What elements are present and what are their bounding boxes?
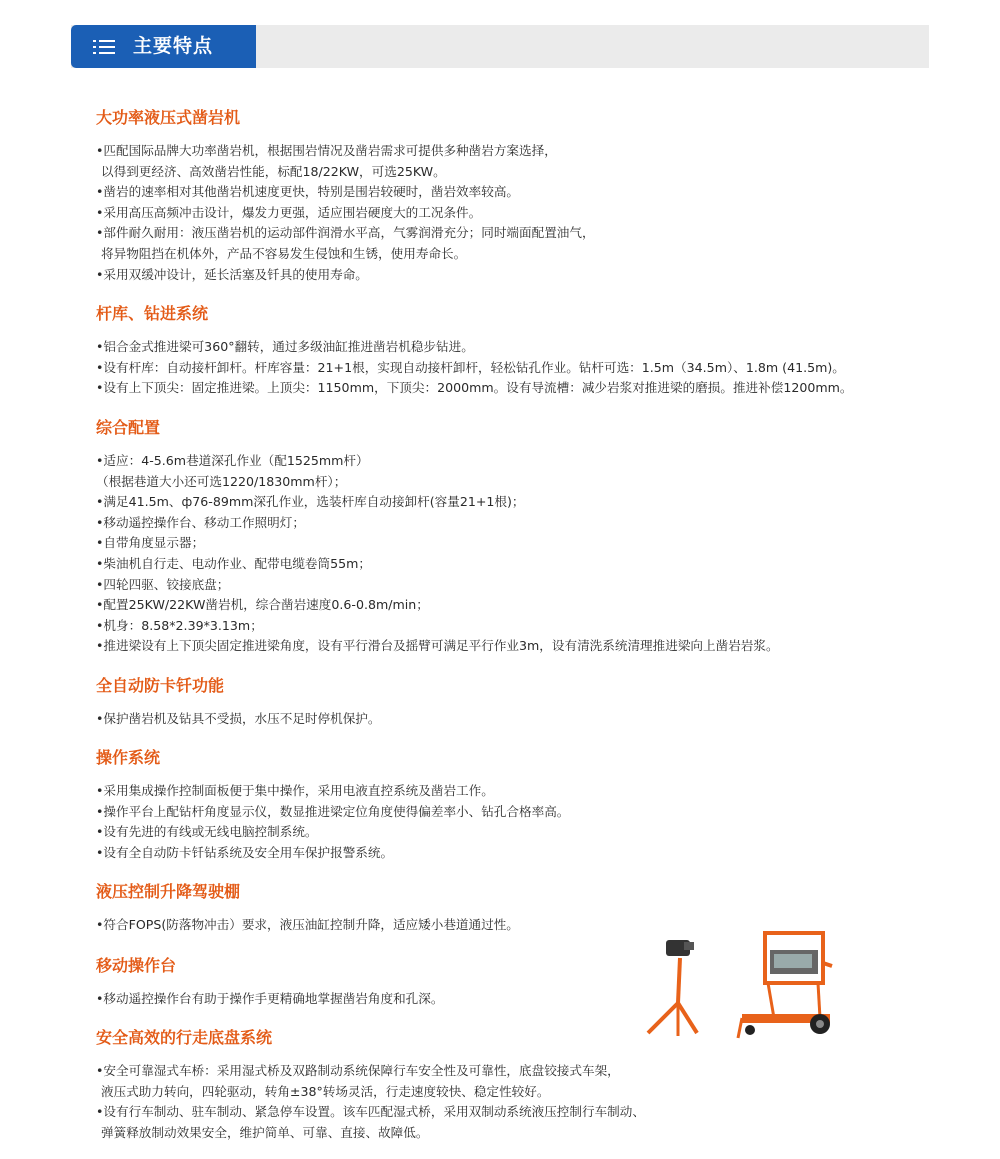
section-title: 杆库、钻进系统 bbox=[96, 304, 209, 323]
list-item: •铝合金式推进梁可360°翻转，通过多级油缸推进凿岩机稳步钻进。 bbox=[96, 339, 474, 354]
list-item: 弹簧释放制动效果安全，维护简单、可靠、直接、故障低。 bbox=[101, 1124, 429, 1140]
list-item: •操作平台上配钻杆角度显示仪，数显推进梁定位角度使得偏差率小、钻孔合格率高。 bbox=[96, 803, 570, 819]
section-title: 大功率液压式凿岩机 bbox=[96, 108, 241, 127]
section-cab bbox=[96, 882, 656, 936]
section-title: 液压控制升降驾驶棚 bbox=[96, 882, 241, 901]
list-item: •设有全自动防卡钎钻系统及安全用车保护报警系统。 bbox=[96, 844, 394, 860]
list-item: •配置25KW/22KW凿岩机，综合凿岩速度0.6-0.8m/min； bbox=[96, 597, 429, 613]
section-title: 全自动防卡钎功能 bbox=[96, 676, 225, 695]
list-item: •四轮四驱、铰接底盘； bbox=[96, 576, 230, 592]
equipment-illustration bbox=[640, 928, 840, 1048]
section-title: 操作系统 bbox=[96, 748, 161, 767]
list-item: •设有行车制动、驻车制动、紧急停车设置。该车匹配湿式桥，采用双制动系统液压控制行车制动、 bbox=[96, 1104, 645, 1120]
list-item: •移动遥控操作台、移动工作照明灯； bbox=[96, 514, 305, 530]
list-item: •采用高压高频冲击设计，爆发力更强，适应围岩硬度大的工况条件。 bbox=[96, 204, 482, 220]
list-item: •保护凿岩机及钻具不受损，水压不足时停机保护。 bbox=[96, 711, 381, 726]
list-item: •设有上下顶尖：固定推进梁。上顶尖：1150mm，下顶尖：2000mm。设有导流槽：减少岩浆对推进梁的磨损。推进补偿1200mm。 bbox=[96, 380, 853, 396]
section-header-tab bbox=[71, 25, 256, 68]
list-item: •机身：8.58*2.39*3.13m； bbox=[96, 617, 263, 633]
list-item: •推进梁设有上下顶尖固定推进梁角度，设有平行滑台及摇臂可满足平行作业3m，设有清洗系统清理推进梁向上凿岩岩浆。 bbox=[96, 638, 779, 654]
list-item: •适应：4-5.6m巷道深孔作业（配1525mm杆） bbox=[96, 453, 369, 468]
section-mobile-console bbox=[96, 956, 656, 1010]
list-item: •自带角度显示器； bbox=[96, 535, 205, 551]
section-operation-system bbox=[96, 748, 656, 863]
list-item: •设有杆库：自动接杆卸杆。杆库容量：21+1根，实现自动接杆卸杆，轻松钻孔作业。钻杆可选：1.5m（34.5m）、1.8m (41.5m)。 bbox=[96, 359, 845, 375]
list-item: •设有先进的有线或无线电脑控制系统。 bbox=[96, 824, 318, 840]
list-item: 液压式助力转向，四轮驱动，转角±38°转场灵活，行走速度较快、稳定性较好。 bbox=[101, 1083, 550, 1099]
section-anti-jam bbox=[96, 676, 656, 730]
page-title: 主要特点 bbox=[133, 35, 214, 57]
section-configuration bbox=[96, 418, 836, 657]
list-icon bbox=[93, 40, 115, 54]
list-item: •凿岩的速率相对其他凿岩机速度更快，特别是围岩较硬时，凿岩效率较高。 bbox=[96, 184, 520, 200]
section-title: 综合配置 bbox=[96, 418, 161, 437]
list-item: •部件耐久耐用：液压凿岩机的运动部件润滑水平高，气雾润滑充分；同时端面配置油气， bbox=[96, 225, 595, 241]
list-item: •匹配国际品牌大功率凿岩机，根据围岩情况及凿岩需求可提供多种凿岩方案选择， bbox=[96, 143, 557, 158]
section-title: 移动操作台 bbox=[96, 956, 177, 975]
section-title: 安全高效的行走底盘系统 bbox=[96, 1028, 273, 1047]
list-item: •满足41.5m、ф76-89mm深孔作业，选装杆库自动接卸杆(容量21+1根)； bbox=[96, 494, 525, 510]
list-item: （根据巷道大小还可选1220/1830mm杆）； bbox=[96, 473, 347, 489]
section-chassis bbox=[96, 1028, 656, 1143]
mobile-console-cart-image bbox=[738, 933, 832, 1038]
section-header-bar bbox=[71, 25, 929, 68]
list-item: 以得到更经济、高效凿岩性能，标配18/22KW，可选25KW。 bbox=[101, 163, 446, 179]
list-item: •符合FOPS(防落物冲击）要求，液压油缸控制升降，适应矮小巷道通过性。 bbox=[96, 917, 519, 932]
list-item: •柴油机自行走、电动作业、配带电缆卷筒55m； bbox=[96, 555, 372, 571]
list-item: •采用双缓冲设计，延长活塞及钎具的使用寿命。 bbox=[96, 266, 368, 282]
list-item: •安全可靠湿式车桥：采用湿式桥及双路制动系统保障行车安全性及可靠性，底盘铰接式车架， bbox=[96, 1063, 620, 1078]
list-item: •移动遥控操作台有助于操作手更精确地掌握凿岩角度和孔深。 bbox=[96, 991, 444, 1006]
remote-console-stand-image bbox=[648, 940, 697, 1036]
section-rock-drill bbox=[96, 108, 656, 285]
section-rod-library bbox=[96, 304, 853, 399]
list-item: •采用集成操作控制面板便于集中操作，采用电液直控系统及凿岩工作。 bbox=[96, 783, 494, 798]
list-item: 将异物阻挡在机体外，产品不容易发生侵蚀和生锈，使用寿命长。 bbox=[101, 245, 467, 261]
